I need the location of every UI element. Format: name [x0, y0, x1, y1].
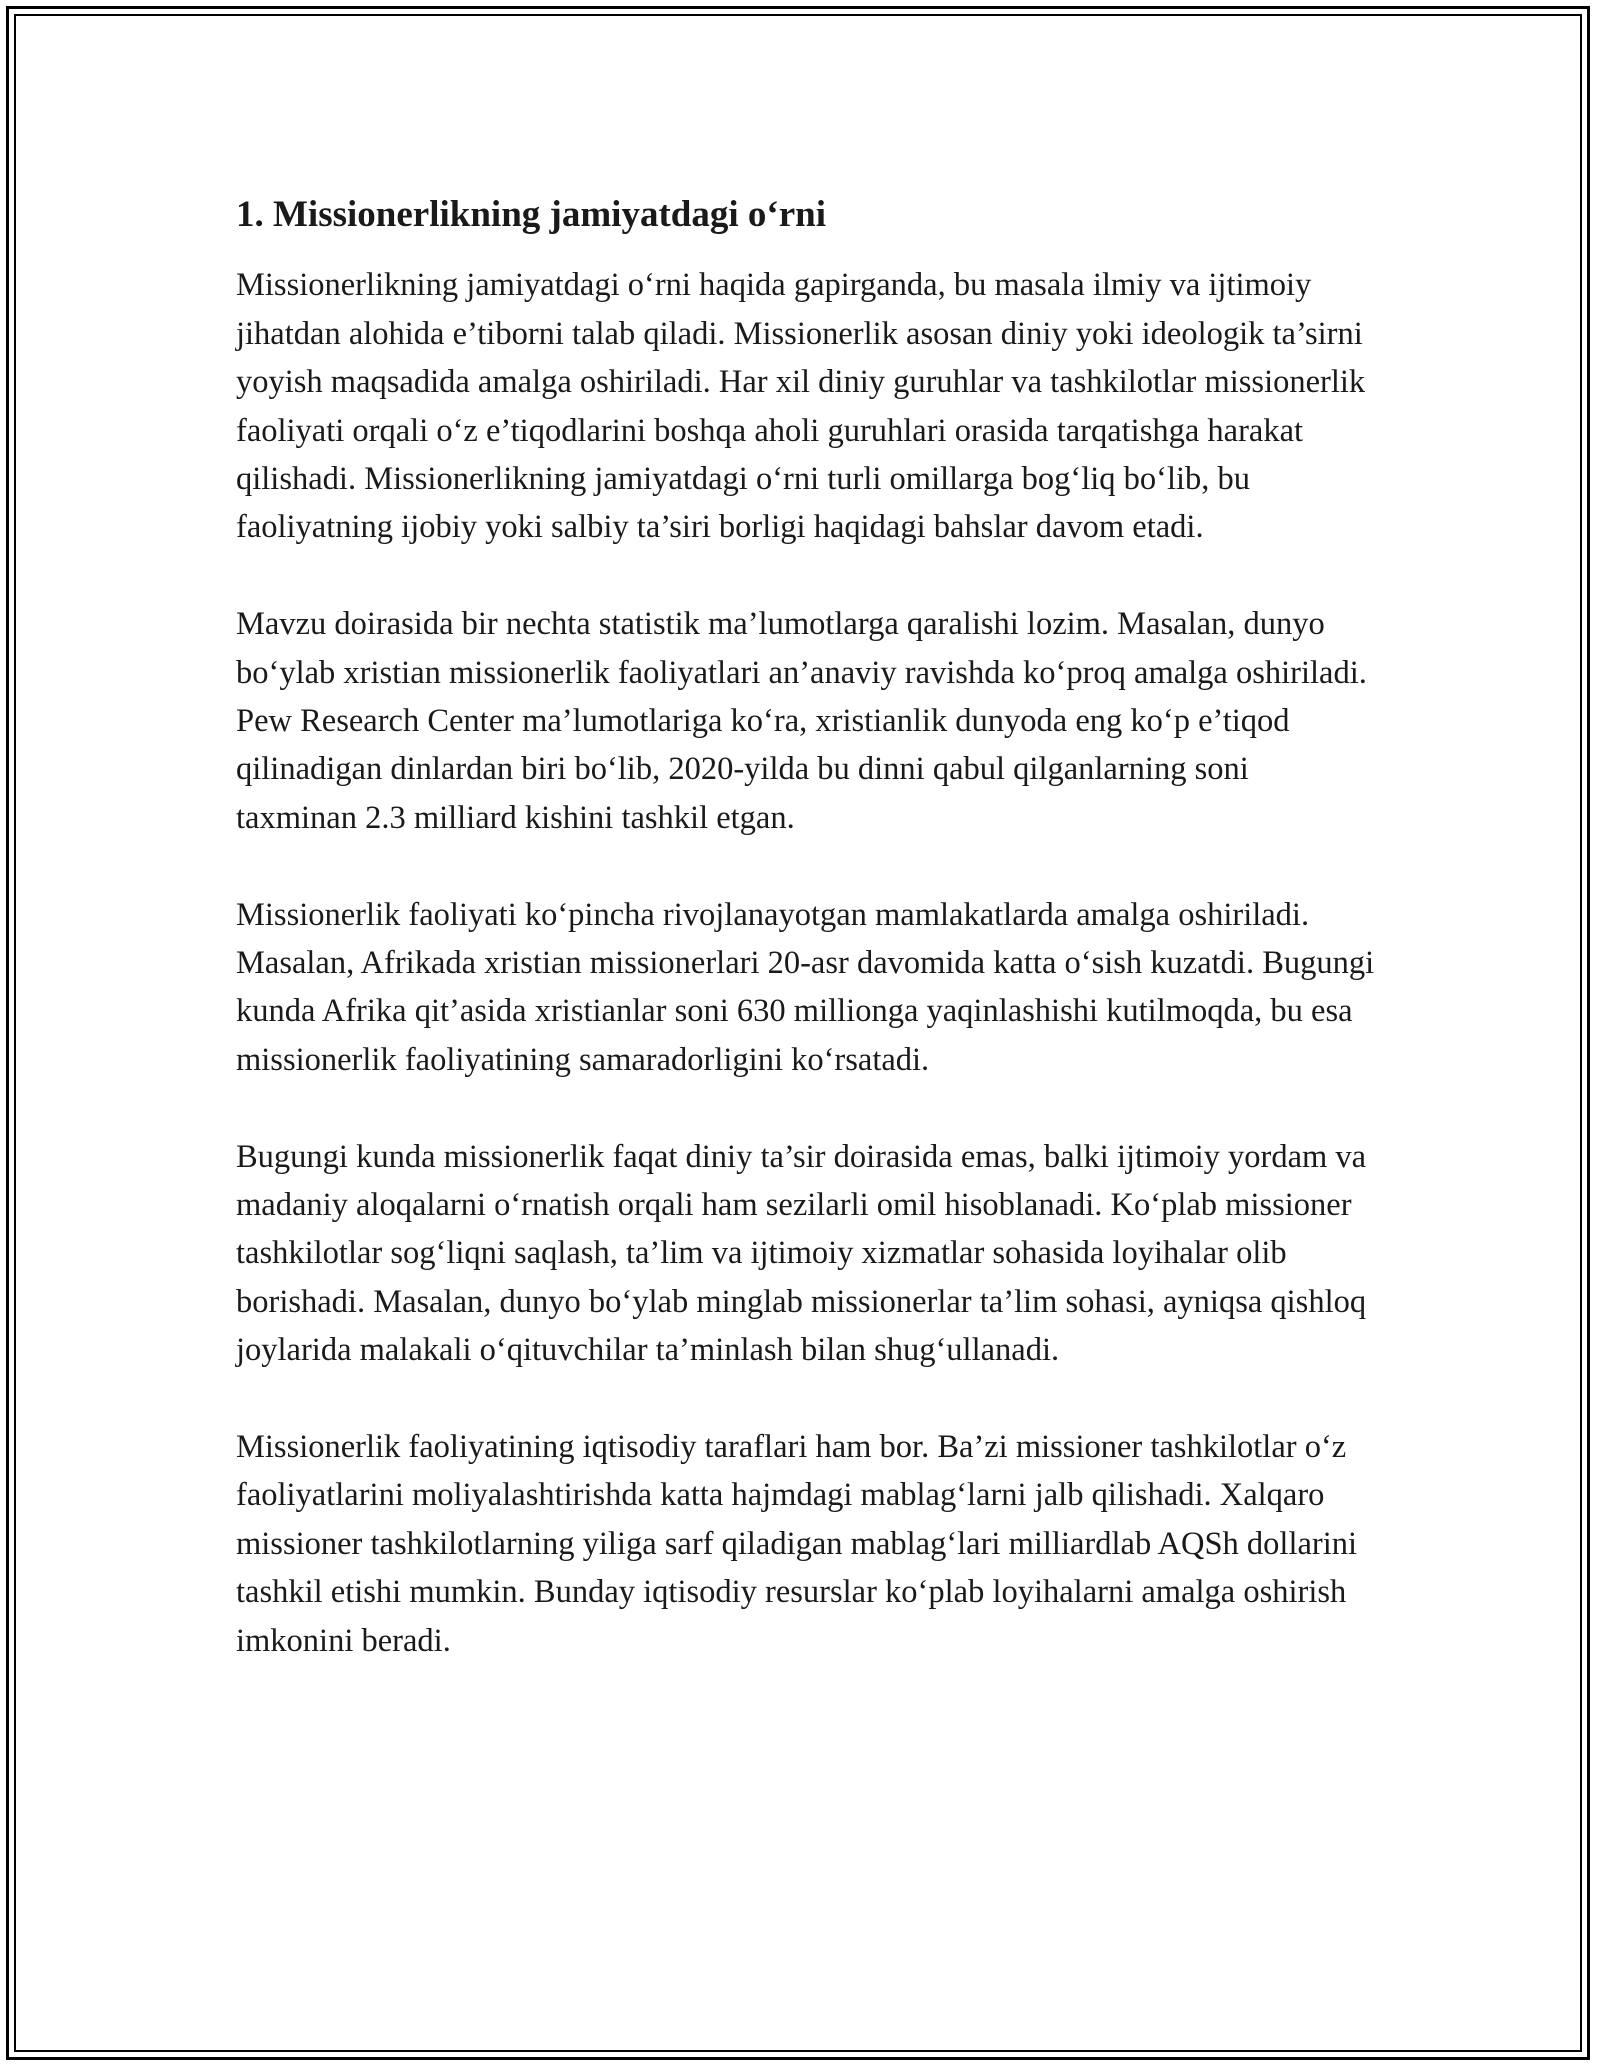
document-body: [236, 180, 1376, 1665]
paragraph-1: Missionerlikning jamiyatdagi o‘rni haqida gapirganda, bu masala ilmiy va ijtimoiy jihatdan alohida e’tiborni talab qiladi. Missionerlik asosan diniy yoki ideologik ta’sirni yoyish maqsadida amalga oshiriladi. Har xil diniy guruhlar va tashkilotlar missionerlik faoliyati orqali o‘z e’tiqodlarini boshqa aholi guruhlari orasida tarqatishga harakat qilishadi. Missionerlikning jamiyatdagi o‘rni turli omillarga bog‘liq bo‘lib, bu faoliyatning ijobiy yoki salbiy ta’siri borligi haqidagi bahslar davom etadi.: [236, 267, 1366, 546]
paragraph-3: Missionerlik faoliyati ko‘pincha rivojlanayotgan mamlakatlarda amalga oshiriladi. Masalan, Afrikada xristian missionerlari 20-asr davomida katta o‘sish kuzatdi. Bugungi kunda Afrika qit’asida xristianlar soni 630 millionga yaqinlashishi kutilmoqda, bu esa missionerlik faoliyatining samaradorligini ko‘rsatadi.: [236, 896, 1375, 1078]
section-heading: 1. Missionerlikning jamiyatdagi o‘rni: [236, 194, 826, 235]
paragraph-4: Bugungi kunda missionerlik faqat diniy ta’sir doirasida emas, balki ijtimoiy yordam va madaniy aloqalarni o‘rnatish orqali ham sezilarli omil hisoblanadi. Ko‘plab missioner tashkilotlar sog‘liqni saqlash, ta’lim va ijtimoiy xizmatlar sohasida loyihalar olib borishadi. Masalan, dunyo bo‘ylab minglab missionerlar ta’lim sohasi, ayniqsa qishloq joylarida malakali o‘qituvchilar ta’minlash bilan shug‘ullanadi.: [236, 1138, 1367, 1369]
paragraph-2: Mavzu doirasida bir nechta statistik ma’lumotlarga qaralishi lozim. Masalan, dunyo bo‘ylab xristian missionerlik faoliyatlari an’anaviy ravishda ko‘proq amalga oshiriladi. Pew Research Center ma’lumotlariga ko‘ra, xristianlik dunyoda eng ko‘p e’tiqod qilinadigan dinlardan biri bo‘lib, 2020-yilda bu dinni qabul qilganlarning soni taxminan 2.3 milliard kishini tashkil etgan.: [236, 606, 1367, 836]
paragraph-5: Missionerlik faoliyatining iqtisodiy taraflari ham bor. Ba’zi missioner tashkilotlar o‘z faoliyatlarini moliyalashtirishda katta hajmdagi mablag‘larni jalb qilishadi. Xalqaro missioner tashkilotlarning yiliga sarf qiladigan mablag‘lari milliardlab AQSh dollarini tashkil etishi mumkin. Bunday iqtisodiy resurslar ko‘plab loyihalarni amalga oshirish imkonini beradi.: [236, 1429, 1358, 1659]
